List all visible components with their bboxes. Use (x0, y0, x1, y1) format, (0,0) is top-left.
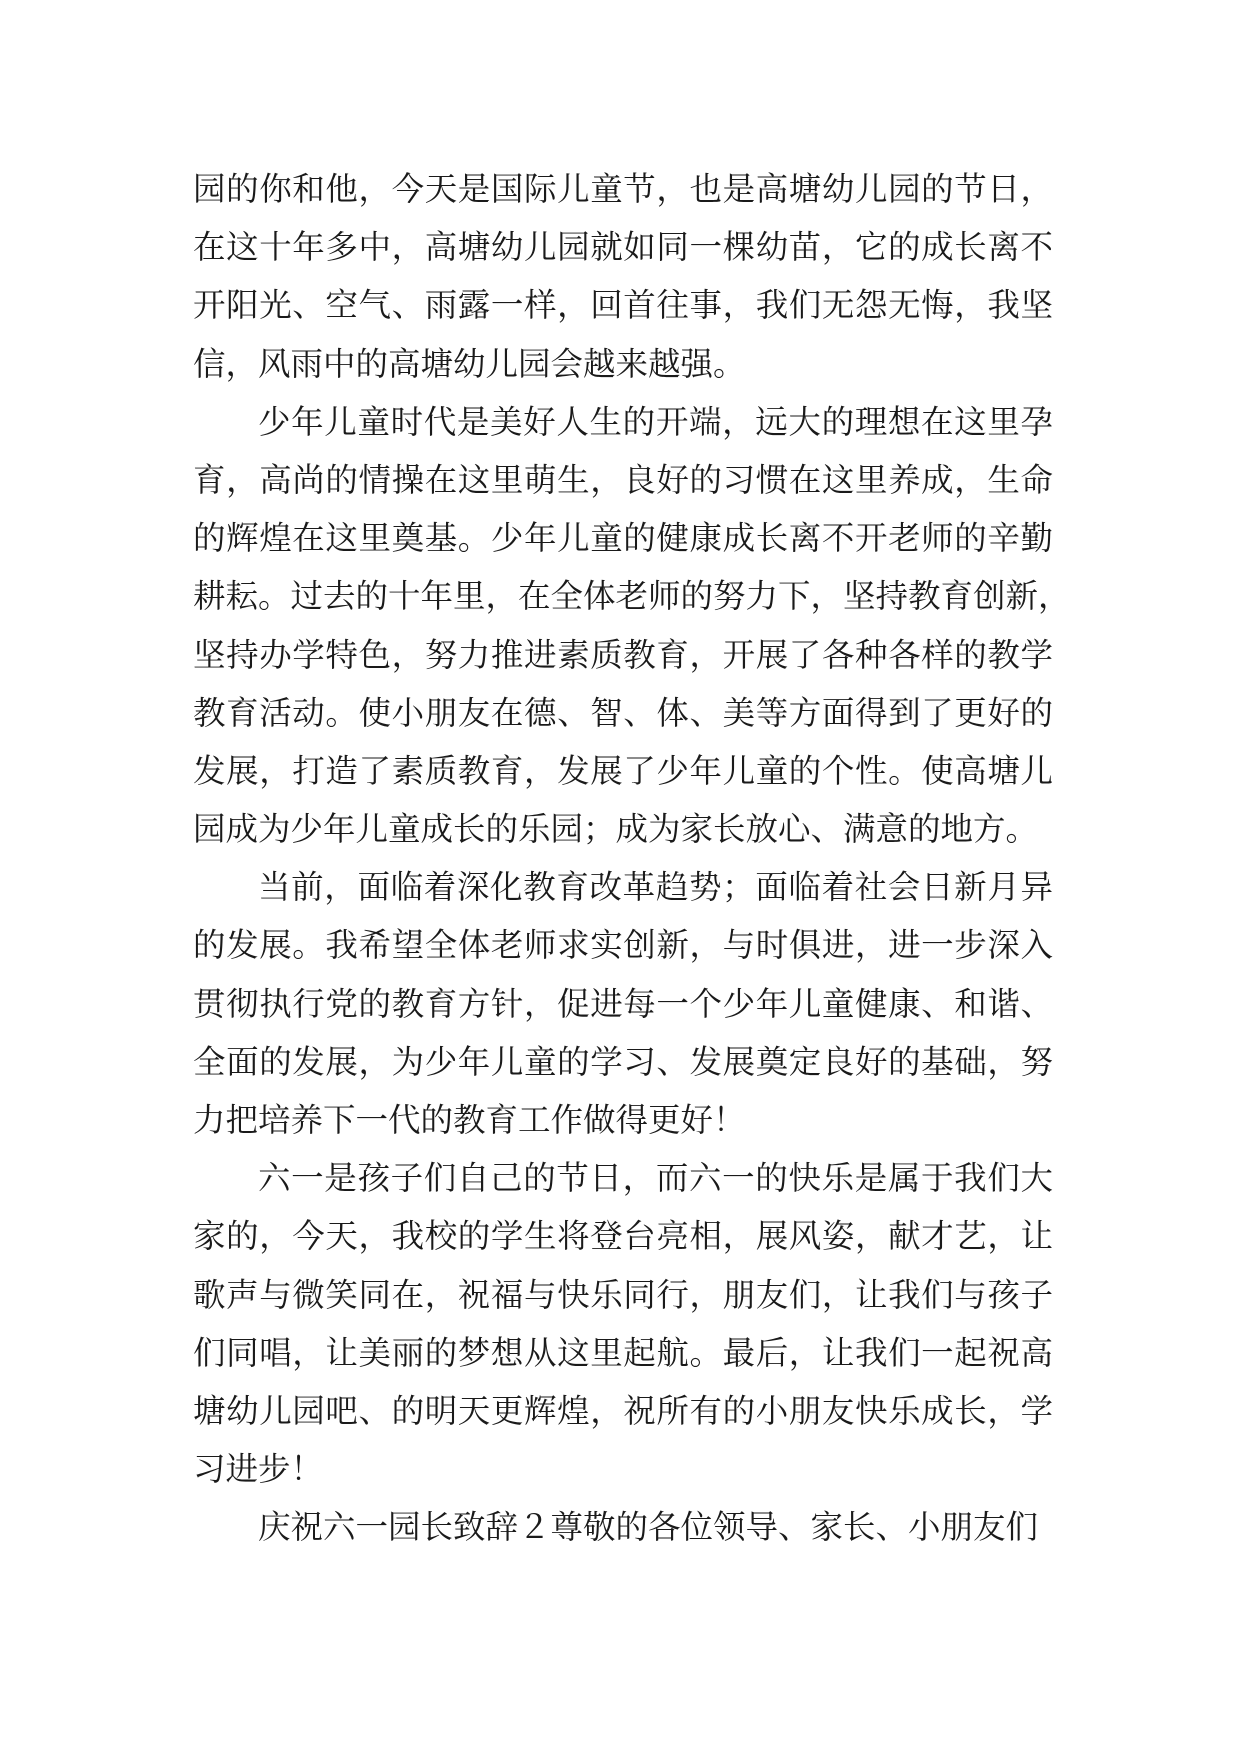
text-line: 少年儿童时代是美好人生的开端，远大的理想在这里孕 (258, 402, 1053, 441)
text-line: 们同唱，让美丽的梦想从这里起航。最后，让我们一起祝高 (193, 1333, 1053, 1372)
paragraph-3 (193, 858, 1053, 1149)
text-line: 教育活动。使小朋友在德、智、体、美等方面得到了更好的 (193, 693, 1053, 732)
text-line: 信，风雨中的高塘幼儿园会越来越强。 (193, 344, 746, 383)
text-line: 在这十年多中，高塘幼儿园就如同一棵幼苗，它的成长离不 (193, 228, 1053, 267)
text-line: 发展，打造了素质教育，发展了少年儿童的个性。使高塘儿 (193, 751, 1053, 790)
text-line: 耕耘。过去的十年里，在全体老师的努力下，坚持教育创新， (193, 577, 1071, 616)
paragraph-4 (193, 1149, 1053, 1498)
paragraph-2 (193, 393, 1071, 859)
text-line: 的发展。我希望全体老师求实创新，与时俱进，进一步深入 (193, 926, 1053, 965)
text-line: 庆祝六一园长致辞２尊敬的各位领导、家长、小朋友们 (258, 1508, 1039, 1547)
text-line: 习进步！ (193, 1450, 324, 1489)
text-line: 的辉煌在这里奠基。少年儿童的健康成长离不开老师的辛勤 (193, 519, 1053, 558)
paragraph-1 (193, 160, 1053, 393)
text-line: 塘幼儿园吧、的明天更辉煌，祝所有的小朋友快乐成长，学 (193, 1391, 1053, 1430)
text-line: 歌声与微笑同在，祝福与快乐同行，朋友们，让我们与孩子 (193, 1275, 1053, 1314)
text-line: 贯彻执行党的教育方针，促进每一个少年儿童健康、和谐、 (193, 984, 1053, 1023)
text-line: 当前，面临着深化教育改革趋势；面临着社会日新月异 (258, 868, 1053, 907)
text-line: 开阳光、空气、雨露一样，回首往事，我们无怨无悔，我坚 (193, 286, 1053, 325)
text-line: 力把培养下一代的教育工作做得更好！ (193, 1101, 746, 1139)
text-line: 六一是孩子们自己的节日，而六一的快乐是属于我们大 (258, 1159, 1053, 1198)
text-line: 育，高尚的情操在这里萌生，良好的习惯在这里养成，生命 (193, 460, 1053, 499)
document-body (193, 160, 1071, 1557)
text-line: 园成为少年儿童成长的乐园；成为家长放心、满意的地方。 (193, 810, 1039, 849)
paragraph-5 (193, 1498, 1053, 1556)
text-line: 坚持办学特色，努力推进素质教育，开展了各种各样的教学 (193, 635, 1053, 674)
text-line: 家的，今天，我校的学生将登台亮相，展风姿，献才艺，让 (193, 1217, 1053, 1256)
text-line: 园的你和他，今天是国际儿童节，也是高塘幼儿园的节日， (193, 170, 1053, 208)
text-line: 全面的发展，为少年儿童的学习、发展奠定良好的基础，努 (193, 1042, 1053, 1081)
